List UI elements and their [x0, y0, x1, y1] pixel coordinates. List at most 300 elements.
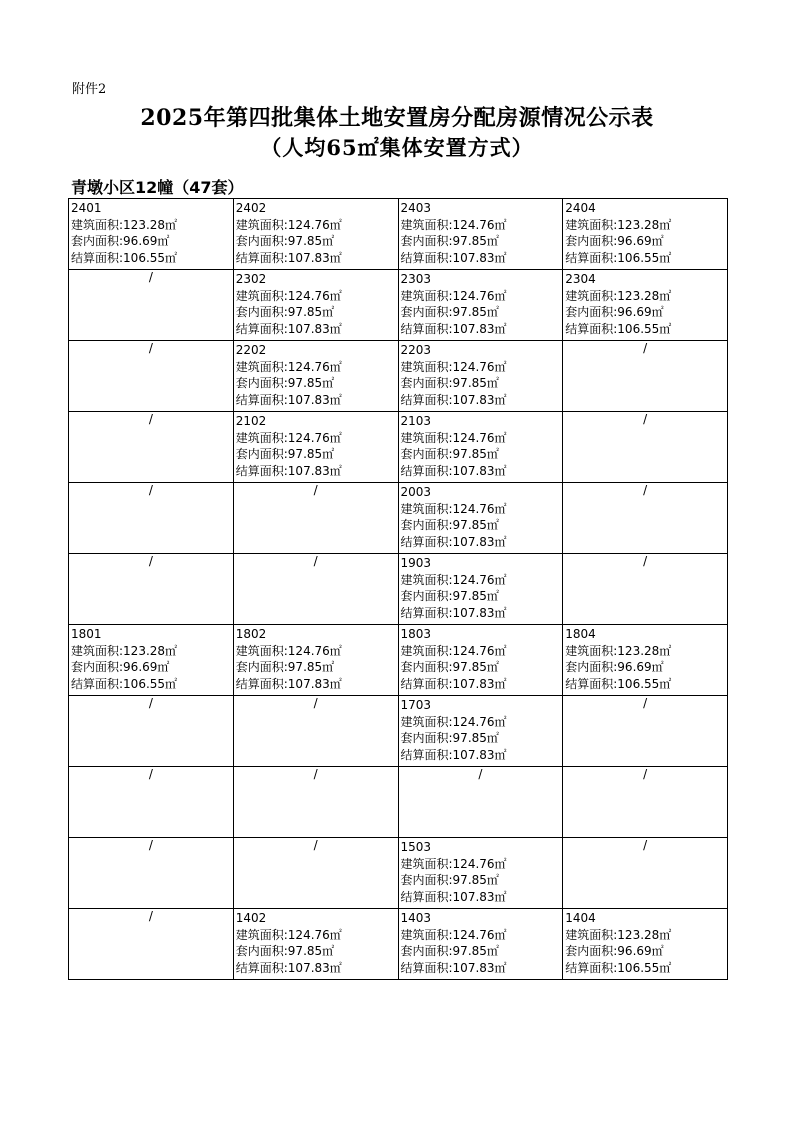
unit-cell — [398, 554, 563, 625]
inner-area-value: 97.85㎡ — [287, 376, 335, 390]
unit-number-value: 2403 — [400, 201, 432, 215]
settlement-area-label: 结算面积: — [400, 463, 453, 478]
inner-area — [401, 872, 563, 889]
inner-area-label: 套内面积: — [71, 660, 124, 674]
settlement-area — [401, 392, 563, 409]
building-area — [565, 217, 727, 234]
empty-marker: / — [313, 696, 318, 710]
table-row — [69, 838, 728, 909]
unit-number-value: 2401 — [71, 201, 102, 215]
empty-marker: / — [148, 767, 153, 781]
inner-area — [401, 233, 563, 250]
settlement-area-value: 106.55㎡ — [617, 960, 672, 975]
inner-area — [236, 233, 398, 250]
unit-info — [234, 341, 398, 408]
settlement-area-value: 107.83㎡ — [452, 676, 507, 691]
unit-number — [401, 910, 563, 927]
unit-cell — [398, 341, 563, 412]
building-area — [565, 288, 727, 305]
unit-number-value: 1503 — [400, 840, 432, 854]
settlement-area-label: 结算面积: — [235, 250, 288, 265]
building-area-label: 建筑面积: — [235, 359, 288, 374]
building-area-value: 124.76㎡ — [452, 572, 507, 587]
unit-number — [401, 839, 563, 856]
empty-cell — [563, 696, 728, 767]
settlement-area — [236, 463, 398, 480]
empty-cell — [69, 909, 234, 980]
unit-number — [236, 910, 398, 927]
settlement-area — [401, 747, 563, 764]
settlement-area-value: 107.83㎡ — [452, 392, 507, 407]
settlement-area — [401, 889, 563, 906]
settlement-area-label: 结算面积: — [235, 463, 288, 478]
empty-marker: / — [148, 696, 153, 710]
settlement-area-value: 107.83㎡ — [452, 960, 507, 975]
inner-area-label: 套内面积: — [400, 731, 453, 745]
inner-area-value: 97.85㎡ — [287, 944, 335, 958]
inner-area-value: 97.85㎡ — [287, 447, 335, 461]
empty-cell — [233, 838, 398, 909]
empty-cell — [69, 767, 234, 838]
building-area-label: 建筑面积: — [71, 217, 124, 232]
building-area-label: 建筑面积: — [400, 927, 453, 942]
building-area-value: 123.28㎡ — [123, 217, 178, 232]
unit-info — [234, 270, 398, 337]
building-area-value: 124.76㎡ — [287, 643, 342, 658]
unit-number-value: 2203 — [400, 343, 432, 357]
building-area — [71, 217, 233, 234]
building-area-label: 建筑面积: — [400, 572, 453, 587]
unit-number-value: 1903 — [400, 556, 432, 570]
empty-marker: / — [478, 767, 483, 781]
unit-number — [401, 555, 563, 572]
unit-cell — [233, 412, 398, 483]
table-row — [69, 554, 728, 625]
settlement-area-value: 107.83㎡ — [452, 534, 507, 549]
unit-number — [236, 626, 398, 643]
settlement-area-value: 106.55㎡ — [617, 676, 672, 691]
settlement-area — [401, 250, 563, 267]
building-area — [236, 217, 398, 234]
inner-area — [236, 659, 398, 676]
inner-area-value: 96.69㎡ — [617, 944, 664, 958]
empty-marker: / — [148, 838, 153, 852]
empty-marker: / — [148, 554, 153, 568]
inner-area-value: 97.85㎡ — [452, 944, 499, 958]
building-area-label: 建筑面积: — [400, 856, 453, 871]
settlement-area-value: 107.83㎡ — [287, 250, 342, 265]
inner-area-value: 97.85㎡ — [452, 447, 499, 461]
table-row — [69, 909, 728, 980]
building-area-label: 建筑面积: — [235, 927, 288, 942]
unit-number — [565, 626, 727, 643]
settlement-area-value: 107.83㎡ — [287, 392, 342, 407]
unit-cell — [69, 199, 234, 270]
inner-area — [401, 730, 563, 747]
table-row — [69, 341, 728, 412]
inner-area-value: 97.85㎡ — [452, 589, 499, 603]
inner-area-value: 97.85㎡ — [452, 660, 499, 674]
unit-number-value: 1703 — [400, 698, 432, 712]
unit-number — [236, 200, 398, 217]
inner-area-label: 套内面积: — [235, 305, 288, 319]
unit-number-value: 2102 — [235, 414, 267, 428]
unit-info — [399, 554, 563, 621]
building-area — [565, 927, 727, 944]
inner-area-value: 97.85㎡ — [287, 234, 335, 248]
building-area — [401, 359, 563, 376]
empty-cell — [563, 838, 728, 909]
unit-number-value: 2303 — [400, 272, 432, 286]
empty-marker: / — [643, 554, 648, 568]
building-area — [565, 643, 727, 660]
settlement-area-value: 107.83㎡ — [452, 321, 507, 336]
unit-cell — [233, 270, 398, 341]
inner-area-label: 套内面积: — [400, 305, 453, 319]
inner-area-label: 套内面积: — [400, 376, 453, 390]
unit-cell — [233, 909, 398, 980]
settlement-area-value: 106.55㎡ — [617, 321, 672, 336]
unit-number-value: 1402 — [235, 911, 267, 925]
building-area — [401, 288, 563, 305]
unit-number — [236, 342, 398, 359]
empty-marker: / — [313, 838, 318, 852]
unit-number-value: 1804 — [565, 627, 596, 641]
inner-area — [565, 304, 727, 321]
empty-cell — [69, 270, 234, 341]
building-area-label: 建筑面积: — [565, 927, 618, 942]
building-area-value: 124.76㎡ — [452, 217, 507, 232]
unit-cell — [398, 412, 563, 483]
building-area-value: 123.28㎡ — [617, 217, 672, 232]
empty-cell — [69, 554, 234, 625]
building-area-label: 建筑面积: — [400, 430, 453, 445]
inner-area-label: 套内面积: — [400, 660, 453, 674]
unit-cell — [563, 909, 728, 980]
empty-marker: / — [313, 483, 318, 497]
building-area-label: 建筑面积: — [400, 714, 453, 729]
unit-cell — [398, 696, 563, 767]
unit-info — [399, 909, 563, 976]
inner-area-label: 套内面积: — [400, 873, 453, 887]
building-area-value: 124.76㎡ — [287, 927, 342, 942]
empty-marker: / — [643, 838, 648, 852]
building-area-label: 建筑面积: — [400, 501, 453, 516]
inner-area-value: 97.85㎡ — [452, 731, 499, 745]
building-area-value: 124.76㎡ — [452, 359, 507, 374]
building-area-value: 124.76㎡ — [287, 288, 342, 303]
unit-number-value: 2202 — [235, 343, 267, 357]
unit-number — [236, 413, 398, 430]
settlement-area — [565, 960, 727, 977]
inner-area — [401, 659, 563, 676]
inner-area — [565, 233, 727, 250]
unit-number — [401, 413, 563, 430]
settlement-area — [236, 250, 398, 267]
unit-number — [401, 697, 563, 714]
building-area-label: 建筑面积: — [235, 288, 288, 303]
building-area-value: 124.76㎡ — [452, 643, 507, 658]
settlement-area — [236, 960, 398, 977]
inner-area-label: 套内面积: — [400, 944, 453, 958]
unit-info — [234, 625, 398, 692]
building-area-value: 124.76㎡ — [452, 430, 507, 445]
empty-marker: / — [148, 483, 153, 497]
settlement-area-label: 结算面积: — [565, 321, 618, 336]
settlement-area-value: 107.83㎡ — [452, 747, 507, 762]
unit-info — [563, 199, 727, 266]
building-area — [236, 430, 398, 447]
inner-area-label: 套内面积: — [565, 234, 618, 248]
inner-area-label: 套内面积: — [400, 234, 453, 248]
building-area-label: 建筑面积: — [565, 643, 618, 658]
inner-area-value: 97.85㎡ — [452, 873, 499, 887]
settlement-area-value: 107.83㎡ — [287, 676, 342, 691]
unit-number — [401, 342, 563, 359]
building-area-value: 124.76㎡ — [287, 217, 342, 232]
empty-cell — [563, 483, 728, 554]
unit-cell — [69, 625, 234, 696]
building-area-value: 124.76㎡ — [452, 714, 507, 729]
building-area-value: 124.76㎡ — [452, 856, 507, 871]
building-area — [71, 643, 233, 660]
settlement-area — [401, 676, 563, 693]
inner-area-value: 97.85㎡ — [287, 660, 335, 674]
settlement-area — [401, 960, 563, 977]
settlement-area — [401, 463, 563, 480]
unit-info — [563, 909, 727, 976]
empty-marker: / — [313, 554, 318, 568]
settlement-area-value: 106.55㎡ — [617, 250, 672, 265]
unit-cell — [398, 838, 563, 909]
unit-number-value: 1803 — [400, 627, 432, 641]
building-area — [236, 643, 398, 660]
building-area-label: 建筑面积: — [400, 217, 453, 232]
building-area-label: 建筑面积: — [565, 217, 618, 232]
building-area-value: 123.28㎡ — [617, 288, 672, 303]
inner-area-label: 套内面积: — [400, 518, 453, 532]
empty-marker: / — [148, 270, 153, 284]
inner-area-value: 97.85㎡ — [287, 305, 335, 319]
settlement-area-label: 结算面积: — [400, 960, 453, 975]
section-heading: 青墩小区12幢（47套） — [71, 178, 244, 197]
empty-cell — [233, 767, 398, 838]
settlement-area-value: 107.83㎡ — [452, 463, 507, 478]
building-area-label: 建筑面积: — [235, 643, 288, 658]
inner-area — [71, 659, 233, 676]
unit-cell — [233, 341, 398, 412]
building-area — [236, 288, 398, 305]
inner-area — [401, 517, 563, 534]
settlement-area-label: 结算面积: — [400, 534, 453, 549]
settlement-area — [71, 250, 233, 267]
settlement-area-label: 结算面积: — [71, 676, 124, 691]
unit-info — [399, 412, 563, 479]
unit-cell — [398, 199, 563, 270]
building-area-value: 123.28㎡ — [123, 643, 178, 658]
inner-area — [401, 446, 563, 463]
empty-cell — [69, 341, 234, 412]
empty-marker: / — [643, 341, 648, 355]
unit-number — [71, 626, 233, 643]
table-row — [69, 270, 728, 341]
unit-number-value: 1403 — [400, 911, 432, 925]
inner-area-label: 套内面积: — [235, 376, 288, 390]
unit-cell — [398, 625, 563, 696]
empty-cell — [233, 554, 398, 625]
inner-area-value: 97.85㎡ — [452, 376, 499, 390]
inner-area-label: 套内面积: — [235, 944, 288, 958]
settlement-area-value: 107.83㎡ — [287, 321, 342, 336]
building-area-value: 124.76㎡ — [287, 430, 342, 445]
inner-area-value: 96.69㎡ — [123, 660, 170, 674]
building-area-value: 124.76㎡ — [287, 359, 342, 374]
settlement-area — [236, 321, 398, 338]
inner-area-value: 97.85㎡ — [452, 518, 499, 532]
unit-cell — [563, 199, 728, 270]
empty-marker: / — [148, 412, 153, 426]
building-area — [401, 714, 563, 731]
unit-cell — [233, 199, 398, 270]
unit-info — [399, 838, 563, 905]
inner-area — [236, 304, 398, 321]
building-area-value: 123.28㎡ — [617, 927, 672, 942]
settlement-area — [236, 676, 398, 693]
empty-cell — [233, 696, 398, 767]
unit-info — [399, 696, 563, 763]
settlement-area — [565, 321, 727, 338]
building-area-label: 建筑面积: — [235, 430, 288, 445]
unit-number — [401, 271, 563, 288]
unit-number-value: 1801 — [71, 627, 102, 641]
inner-area — [236, 943, 398, 960]
settlement-area-value: 106.55㎡ — [123, 676, 178, 691]
inner-area-label: 套内面积: — [565, 305, 618, 319]
unit-info — [563, 270, 727, 337]
settlement-area-label: 结算面积: — [400, 321, 453, 336]
empty-marker: / — [148, 341, 153, 355]
empty-marker: / — [643, 767, 648, 781]
inner-area-value: 96.69㎡ — [617, 234, 664, 248]
building-area — [236, 359, 398, 376]
unit-number-value: 2402 — [235, 201, 267, 215]
unit-number-value: 1404 — [565, 911, 596, 925]
inner-area-label: 套内面积: — [235, 660, 288, 674]
building-area-value: 124.76㎡ — [452, 927, 507, 942]
inner-area-value: 97.85㎡ — [452, 234, 499, 248]
unit-info — [399, 199, 563, 266]
settlement-area-value: 107.83㎡ — [452, 605, 507, 620]
settlement-area-value: 107.83㎡ — [287, 463, 342, 478]
empty-cell — [563, 412, 728, 483]
empty-cell — [69, 838, 234, 909]
table-row — [69, 412, 728, 483]
inner-area — [236, 375, 398, 392]
empty-cell — [563, 767, 728, 838]
inner-area-label: 套内面积: — [565, 944, 618, 958]
building-area-value: 123.28㎡ — [617, 643, 672, 658]
unit-number — [401, 484, 563, 501]
unit-cell — [398, 483, 563, 554]
unit-cell — [233, 625, 398, 696]
unit-cell — [398, 909, 563, 980]
unit-cell — [398, 270, 563, 341]
unit-number-value: 1802 — [235, 627, 267, 641]
empty-cell — [69, 696, 234, 767]
table-row — [69, 625, 728, 696]
unit-number — [565, 910, 727, 927]
unit-info — [399, 270, 563, 337]
empty-marker: / — [313, 767, 318, 781]
settlement-area-label: 结算面积: — [565, 250, 618, 265]
inner-area-label: 套内面积: — [400, 589, 453, 603]
attachment-label: 附件2 — [72, 82, 107, 97]
settlement-area-label: 结算面积: — [235, 676, 288, 691]
empty-marker: / — [643, 412, 648, 426]
settlement-area-label: 结算面积: — [400, 676, 453, 691]
inner-area — [401, 304, 563, 321]
unit-info — [69, 199, 233, 266]
inner-area-label: 套内面积: — [235, 234, 288, 248]
empty-marker: / — [643, 483, 648, 497]
building-area — [401, 217, 563, 234]
settlement-area — [236, 392, 398, 409]
inner-area — [565, 943, 727, 960]
building-area — [401, 856, 563, 873]
unit-info — [234, 412, 398, 479]
unit-number — [401, 626, 563, 643]
settlement-area-label: 结算面积: — [565, 960, 618, 975]
inner-area-label: 套内面积: — [235, 447, 288, 461]
settlement-area — [401, 605, 563, 622]
inner-area-value: 97.85㎡ — [452, 305, 499, 319]
table-row — [69, 199, 728, 270]
unit-number-value: 2404 — [565, 201, 596, 215]
inner-area — [236, 446, 398, 463]
empty-marker: / — [148, 909, 153, 923]
unit-info — [234, 909, 398, 976]
settlement-area-label: 结算面积: — [235, 392, 288, 407]
unit-cell — [563, 270, 728, 341]
building-area — [401, 501, 563, 518]
housing-table-body — [69, 199, 728, 980]
settlement-area-label: 结算面积: — [235, 960, 288, 975]
inner-area-value: 96.69㎡ — [123, 234, 170, 248]
settlement-area — [71, 676, 233, 693]
settlement-area — [565, 676, 727, 693]
unit-info — [563, 625, 727, 692]
unit-number-value: 2103 — [400, 414, 432, 428]
empty-cell — [398, 767, 563, 838]
building-area — [236, 927, 398, 944]
building-area-value: 124.76㎡ — [452, 288, 507, 303]
settlement-area-value: 107.83㎡ — [452, 250, 507, 265]
unit-number — [565, 200, 727, 217]
building-area — [401, 927, 563, 944]
table-row — [69, 767, 728, 838]
unit-number — [71, 200, 233, 217]
page-title: 2025年第四批集体土地安置房分配房源情况公示表 — [140, 105, 654, 131]
empty-cell — [563, 554, 728, 625]
settlement-area-label: 结算面积: — [565, 676, 618, 691]
unit-number-value: 2304 — [565, 272, 596, 286]
building-area-label: 建筑面积: — [400, 643, 453, 658]
unit-number-value: 2003 — [400, 485, 432, 499]
settlement-area — [565, 250, 727, 267]
building-area — [401, 643, 563, 660]
settlement-area-value: 107.83㎡ — [287, 960, 342, 975]
empty-marker: / — [643, 696, 648, 710]
